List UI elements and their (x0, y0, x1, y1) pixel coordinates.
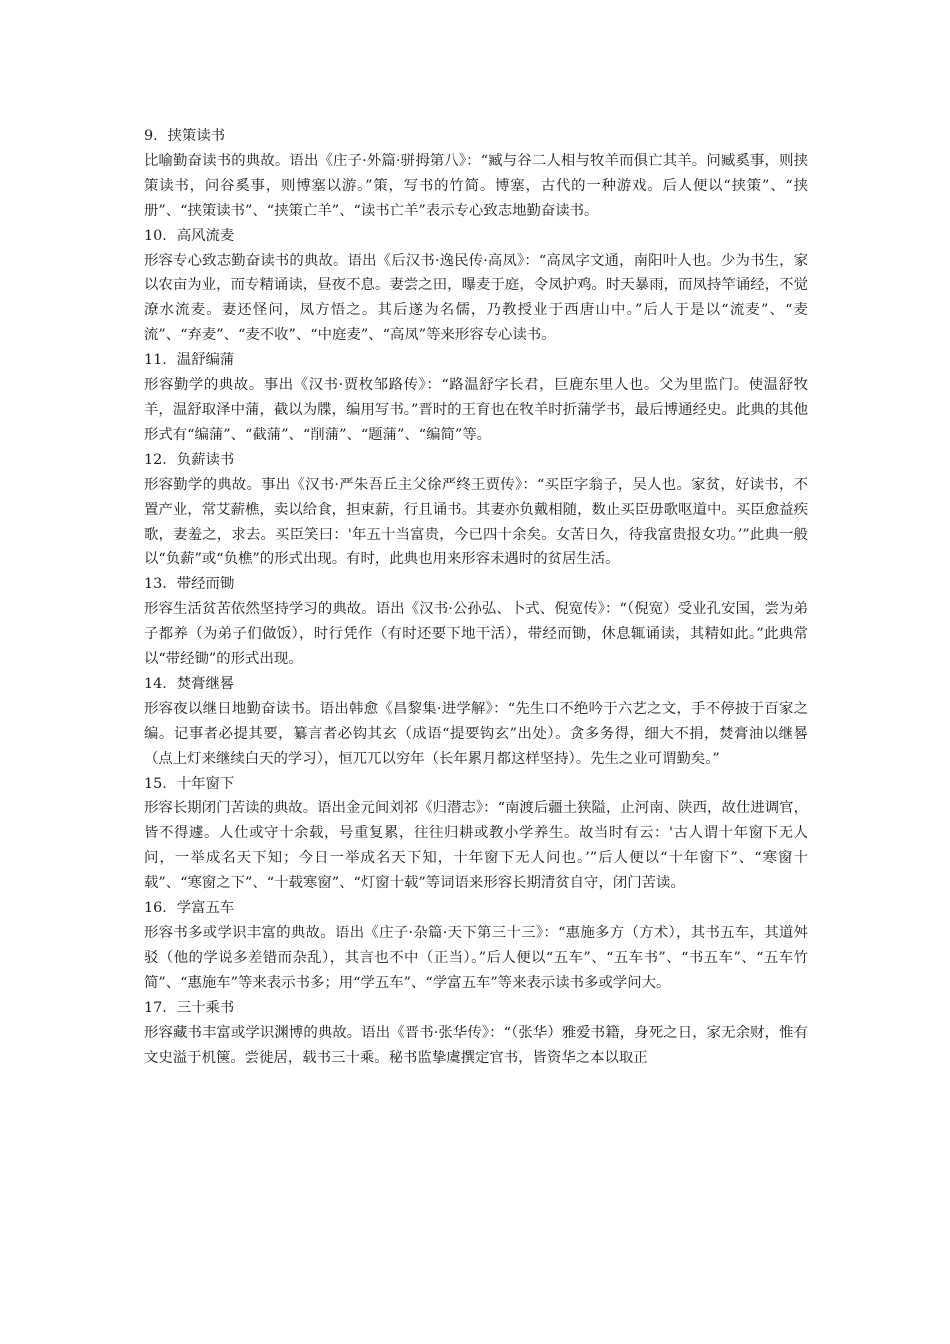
entry-title: 13．带经而锄 (144, 576, 235, 593)
entry-9 (144, 124, 808, 224)
entry-11 (144, 348, 808, 448)
entry-title: 11．温舒编蒲 (144, 352, 235, 369)
entry-body: 形容勤学的典故。事出《汉书·贾枚邹路传》：“路温舒字长君，巨鹿东里人也。父为里监门。使温舒牧羊，温舒取泽中蒲，截以为牒，编用写书。”晋时的王育也在牧羊时折蒲学书，最后博通经史。此典的其他形式有“编蒲”、“截蒲”、“削蒲”、“题蒲”、“编简”等。 (144, 377, 808, 443)
entry-body: 形容专心致志勤奋读书的典故。语出《后汉书·逸民传·高凤》：“高凤字文通，南阳叶人也。少为书生，家以农亩为业，而专精诵读，昼夜不息。妻尝之田，曝麦于庭，令凤护鸡。时天暴雨，而凤持竿诵经，不觉潦水流麦。妻还怪问，凤方悟之。其后遂为名儒，乃教授业于西唐山中。”后人于是以“流麦”、“麦流”、“弃麦”、“麦不收”、“中庭麦”、“高凤”等来形容专心读书。 (144, 252, 808, 344)
entry-title: 10．高风流麦 (144, 227, 235, 244)
entry-15 (144, 772, 808, 897)
entry-body: 比喻勤奋读书的典故。语出《庄子·外篇·骈拇第八》：“臧与谷二人相与牧羊而俱亡其羊。问臧奚事，则挟策读书，问谷奚事，则博塞以游。”策，写书的竹简。博塞，古代的一种游戏。后人便以“挟策”、“挟册”、“挟策读书”、“挟策亡羊”、“读书亡羊”表示专心致志地勤奋读书。 (144, 152, 808, 219)
entry-body: 形容藏书丰富或学识渊博的典故。语出《晋书·张华传》：“（张华）雅爱书籍，身死之日，家无余财，惟有文史溢于机箧。尝徙居，载书三十乘。秘书监挚虞撰定官书，皆资华之本以取正 (144, 1024, 808, 1066)
entry-17 (144, 996, 808, 1071)
entry-title: 17．三十乘书 (144, 999, 235, 1016)
entry-16 (144, 896, 808, 996)
entry-13 (144, 572, 808, 672)
entry-12 (144, 448, 808, 573)
entry-title: 14．焚膏继晷 (144, 675, 235, 692)
entry-body: 形容生活贫苦依然坚持学习的典故。语出《汉书·公孙弘、卜式、倪宽传》：“（倪宽）受业孔安国，尝为弟子都养（为弟子们做饭），时行凭作（有时还要下地干活），带经而锄，休息辄诵读，其精如此。”此典常以“带经锄”的形式出现。 (144, 601, 808, 668)
entry-title: 15．十年窗下 (144, 775, 235, 792)
entry-body: 形容勤学的典故。事出《汉书·严朱吾丘主父徐严终王贾传》：“买臣字翁子，吴人也。家贫，好读书，不置产业，常艾薪樵，卖以给食，担束薪，行且诵书。其妻亦负戴相随，数止买臣毋歌呕道中。买臣愈益疾歌，妻羞之，求去。买臣笑曰：'年五十当富贵，今已四十余矣。女苦日久，待我富贵报女功。’”此典一般以“负薪”或“负樵”的形式出现。有时，此典也用来形容未遇时的贫居生活。 (144, 476, 808, 568)
document-page (144, 124, 808, 1070)
entry-body: 形容书多或学识丰富的典故。语出《庄子·杂篇·天下第三十三》：“惠施多方（方术），其书五车，其道舛驳（他的学说多差错而杂乱），其言也不中（正当）。”后人便以“五车”、“五车书”、“书五车”、“五车竹简”、“惠施车”等来表示书多；用“学五车”、“学富五车”等来表示读书多或学问大。 (144, 925, 808, 991)
entry-14 (144, 672, 808, 772)
entry-title: 9．挟策读书 (144, 128, 226, 144)
entry-body: 形容夜以继日地勤奋读书。语出韩愈《昌黎集·进学解》：“先生口不绝吟于六艺之文，手不停披于百家之编。记事者必提其要，纂言者必钩其玄（成语“提要钩玄”出处）。贪多务得，细大不捐，焚膏油以继晷（点上灯来继续白天的学习），恒兀兀以穷年（长年累月都这样坚持）。先生之业可谓勤矣。” (144, 700, 808, 767)
entry-title: 16．学富五车 (144, 900, 235, 917)
entry-title: 12．负薪读书 (144, 451, 235, 468)
entry-10 (144, 224, 808, 349)
entry-body: 形容长期闭门苦读的典故。语出金元间刘祁《归潜志》：“南渡后疆土狭隘，止河南、陕西，故仕进调官，皆不得遽。人仕或守十余载，号重复累，往往归耕或教小学养生。故当时有云：'古人谓十年窗下无人问，一举成名天下知；今日一举成名天下知，十年窗下无人问也。’”后人便以“十年窗下”、“寒窗十载”、“寒窗之下”、“十载寒窗”、“灯窗十载”等词语来形容长期清贫自守，闭门苦读。 (144, 800, 808, 892)
